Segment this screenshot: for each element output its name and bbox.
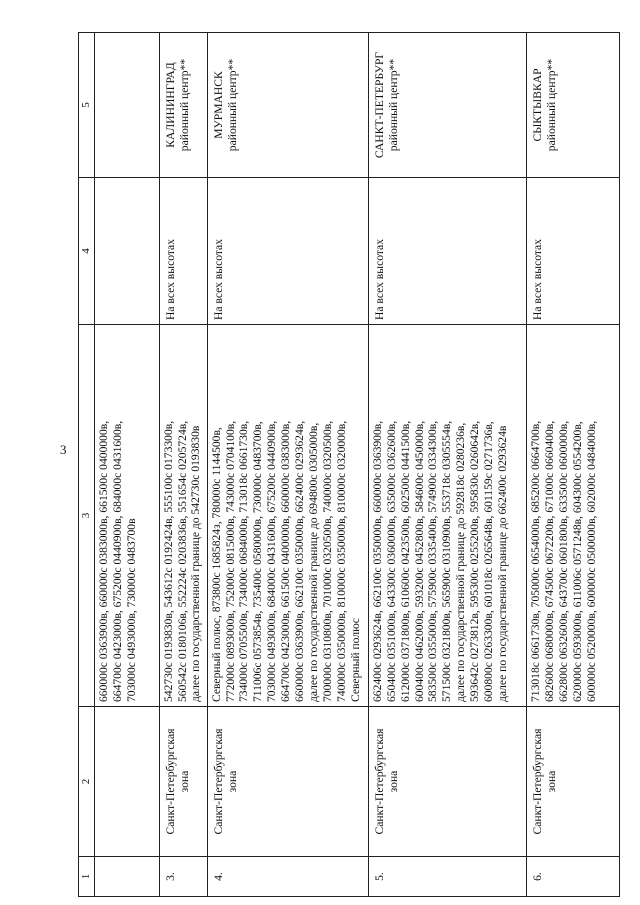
- table-row: [527, 33, 620, 897]
- coordinate-line: 703000с 0493000в, 684000с 0431600в, 675200с 0440900в,: [265, 420, 279, 702]
- column-number-row: [79, 33, 95, 897]
- column-header-3: 3: [79, 325, 95, 707]
- column-header-5: 5: [79, 33, 95, 178]
- coordinate-line: 713018с 0661730в, 705000с 0654000в, 685200с 0664700в,: [529, 420, 543, 702]
- zone-name-line: Санкт-Петербургская: [531, 728, 545, 835]
- coordinate-line: Северный полюс, 873800с 1685824з, 780000с 1144500в,: [209, 427, 223, 702]
- control-center-line: районный центр**: [177, 58, 191, 152]
- zone-name-line: зона: [177, 770, 191, 793]
- boundary-coordinates: [368, 325, 526, 707]
- coordinate-line: 620000с 0593000в, 611006с 0571248в, 604300с 0554200в,: [570, 421, 584, 702]
- coordinate-line: 664700с 0423000в, 661500с 0400000в, 660000с 0383000в,: [279, 420, 293, 702]
- coordinate-line: 660000с 0363900в, 662100с 0350000в, 662400с 0293624в,: [293, 420, 307, 702]
- zone-name: [207, 707, 368, 857]
- coordinate-line: далее по государственной границе до 662400с 0293624в: [496, 425, 509, 702]
- boundary-coordinates: [207, 325, 368, 707]
- control-center: [95, 33, 159, 178]
- control-center-line: КАЛИНИНГРАД: [163, 62, 177, 148]
- control-center-line: районный центр**: [544, 58, 558, 152]
- row-number: 3.: [159, 857, 207, 897]
- row-number: 6.: [527, 857, 620, 897]
- table-row: [95, 33, 159, 897]
- boundary-coordinates: [159, 325, 207, 707]
- column-header-1: 1: [79, 857, 95, 897]
- column-header-4: 4: [79, 178, 95, 325]
- page-number: 3: [60, 442, 67, 457]
- zone-name-line: Санкт-Петербургская: [211, 728, 225, 835]
- coordinate-line: 600800с 0263300в, 601018с 0265648в, 601159с 0271736в,: [482, 421, 496, 702]
- control-center: [368, 33, 526, 178]
- coordinate-line: далее по государственной границе до 542730с 0193830в: [189, 425, 203, 702]
- zone-name: [527, 707, 620, 857]
- airspace-zones-table: [78, 32, 620, 897]
- coordinate-line: 734000с 0705500в, 734000с 0684000в, 713018с 0661730в,: [237, 420, 251, 702]
- control-center: [159, 33, 207, 178]
- altitude-limits: На всех высотах: [368, 178, 526, 325]
- coordinate-line: 600400с 0462000в, 593200с 0452800в, 584600с 0450000в,: [412, 420, 426, 702]
- zone-name-line: Санкт-Петербургская: [372, 728, 386, 835]
- row-number: [95, 857, 159, 897]
- coordinate-line: 583500с 0355000в, 575900с 0335400в, 574900с 0334300в,: [426, 420, 440, 702]
- column-header-2: 2: [79, 707, 95, 857]
- coordinate-line: 600000с 0520000в, 600000с 0500000в, 602000с 0484000в,: [584, 420, 598, 702]
- altitude-limits: На всех высотах: [527, 178, 620, 325]
- control-center-line: САНКТ-ПЕТЕРБУРГ: [372, 51, 386, 159]
- coordinate-line: 740000с 0350000в, 810000с 0350000в, 810000с 0320000в,: [334, 420, 348, 702]
- coordinate-line: 662800с 0632600в, 643700с 0601800в, 633500с 0600000в,: [556, 420, 570, 702]
- coordinate-line: 682600с 0680000в, 674500с 0672200в, 671000с 0660400в,: [542, 420, 556, 702]
- zone-name: [95, 707, 159, 857]
- coordinate-line: 662400с 0293624в, 662100с 0350000в, 660000с 0363900в,: [370, 420, 384, 702]
- altitude-limits: [95, 178, 159, 325]
- zone-name-line: зона: [544, 770, 558, 793]
- control-center: [207, 33, 368, 178]
- altitude-limits: На всех высотах: [207, 178, 368, 325]
- zone-name-line: зона: [225, 770, 239, 793]
- coordinate-line: 571500с 0321800в, 565900с 0310900в, 553718с 0305554в,: [440, 420, 454, 702]
- control-center-line: районный центр**: [386, 58, 400, 152]
- coordinate-line: 612000с 0371800в, 610600с 0423500в, 602500с 0441500в,: [398, 420, 412, 702]
- zone-name-line: Санкт-Петербургская: [163, 728, 177, 835]
- coordinate-line: 660000с 0363900в, 660000с 0383000в, 661500с 0400000в,: [97, 420, 111, 702]
- table-row: [368, 33, 526, 897]
- coordinate-line: далее по государственной границе до 694800с 0305000в,: [306, 422, 320, 702]
- row-number: 4.: [207, 857, 368, 897]
- row-number: 5.: [368, 857, 526, 897]
- boundary-coordinates: [95, 325, 159, 707]
- coordinate-line: 542730с 0193830в, 543612с 0192424в, 555100с 0173300в,: [161, 420, 175, 702]
- altitude-limits: На всех высотах: [159, 178, 207, 325]
- control-center-line: СЫКТЫВКАР: [531, 68, 545, 142]
- coordinate-line: 560542с 0180106в, 552224с 0203836в, 551654с 0205724в,: [175, 420, 189, 702]
- table-row: [207, 33, 368, 897]
- coordinate-line: 664700с 0423000в, 675200с 0440900в, 684000с 0431600в,: [111, 420, 125, 702]
- boundary-coordinates: [527, 325, 620, 707]
- table-row: [159, 33, 207, 897]
- coordinate-line: 650400с 0351000в, 643300с 0360000в, 635000с 0362600в,: [384, 420, 398, 702]
- zone-name-line: зона: [386, 770, 400, 793]
- control-center-line: районный центр**: [225, 58, 239, 152]
- zone-name: [368, 707, 526, 857]
- coordinate-line: 700000с 0310800в, 701000с 0320500в, 740000с 0320500в,: [320, 420, 334, 702]
- rotated-table-container: [78, 33, 620, 897]
- coordinate-line: 703000с 0493000в, 730000с 0483700в: [125, 518, 139, 702]
- coordinate-line: далее по государственной границе до 592818с 0280236в,: [454, 422, 468, 702]
- coordinate-line: Северный полюс: [348, 618, 362, 702]
- coordinate-line: 593642с 0273812в, 595300с 0255200в, 595830с 0260642в,: [468, 420, 482, 702]
- coordinate-line: 772000с 0893000в, 752000с 0815000в, 743000с 0704100в,: [223, 420, 237, 702]
- coordinate-line: 711006с 0573854в, 735400с 0580000в, 730000с 0483700в,: [251, 421, 265, 702]
- control-center-line: МУРМАНСК: [211, 71, 225, 139]
- control-center: [527, 33, 620, 178]
- zone-name: [159, 707, 207, 857]
